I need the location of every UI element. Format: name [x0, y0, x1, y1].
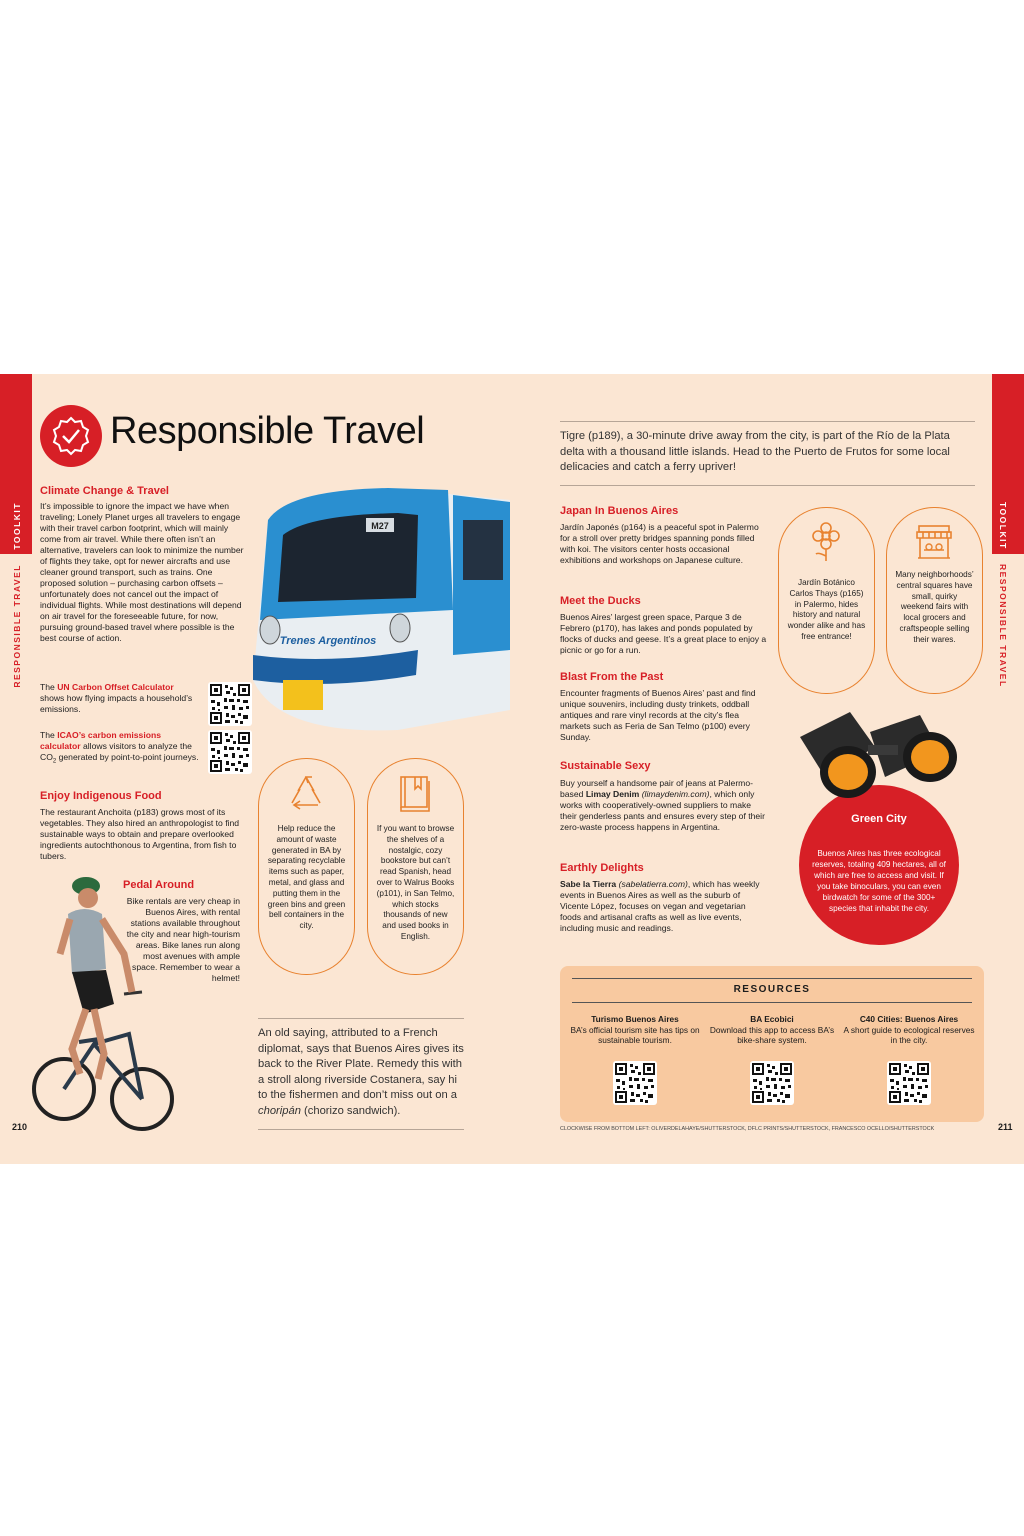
- sexy-heading: Sustainable Sexy: [560, 760, 651, 772]
- recycle-pill-text: Help reduce the amount of waste generated in BA by separating recyclable items such as paper, metal, and glass and putting them in the green bins and green bell containers in the city.: [267, 824, 346, 931]
- resource-c40: [843, 1014, 975, 1046]
- resource-c40-desc: A short guide to ecological reserves in the city.: [843, 1024, 975, 1045]
- past-body: Encounter fragments of Buenos Aires’ past and find unique souvenirs, including dusty trinkets, oddball antiques and rare vinyl records at the city’s flea markets such as Feria de San Telmo (p100) every Sunday.: [560, 688, 756, 742]
- flower-pill: [778, 507, 875, 694]
- left-tab-toolkit-label: TOOLKIT: [12, 502, 22, 550]
- right-tab-toolkit: [992, 374, 1024, 554]
- flower-pill-text: Jardín Botánico Carlos Thays (p165) in Palermo, hides history and natural wonder alike and has free entrance!: [787, 578, 866, 641]
- limay-denim-link[interactable]: (limaydenim.com): [639, 789, 710, 799]
- resource-turismo: [570, 1014, 700, 1046]
- train-livery: Trenes Argentinos: [279, 635, 377, 647]
- saying-top-rule: [258, 1018, 464, 1019]
- sexy-body: Buy yourself a handsome pair of jeans at Palermo-based Limay Denim (limaydenim.com), which only works with cooperatively-owned suppliers to make their genderless pants and ensures every step of their zero-waste process happens in Argentina.: [560, 778, 765, 832]
- indigenous-heading: Enjoy Indigenous Food: [40, 790, 162, 802]
- market-pill: [886, 507, 983, 694]
- left-tab-section-label: RESPONSIBLE TRAVEL: [12, 564, 22, 688]
- title-badge-icon: [39, 404, 103, 468]
- earthly-heading: Earthly Delights: [560, 862, 644, 874]
- resources-top-rule: [572, 978, 972, 979]
- climate-body: It’s impossible to ignore the impact we have when traveling; Lonely Planet urges all travelers to engage with their travel carbon footprint, which will mainly come from air travel. While there often isn’t an alternative, travelers can look to minimize the number of flights they take, opt for newer aircrafts and use cleaner ground transport, such as trains. One proposed solution – purchasing carbon offsets – unfortunately does not cancel out the impact of individual flights. While most destinations will depend on air travel for the foreseeable future, for now, pursuing ground-based travel where possible is the best course of action.: [40, 501, 244, 643]
- japan-body: Jardín Japonés (p164) is a peaceful spot in Palermo for a stroll over pretty bridges spanning ponds filled with koi. The visitors center hosts occasional exhibitions and workshops on Japanese culture.: [560, 522, 759, 565]
- market-stall-icon: [914, 522, 954, 562]
- tigre-bottom-rule: [560, 485, 975, 486]
- un-calculator-text: The UN Carbon Offset Calculator shows how flying impacts a household’s emissions.: [40, 682, 193, 714]
- resource-ecobici: [707, 1014, 837, 1046]
- icao-calculator-text: The ICAO’s carbon emissions calculator allows visitors to analyze the $CO_2$ generated by point-to-point journeys.: [40, 730, 199, 765]
- ducks-heading: Meet the Ducks: [560, 595, 641, 607]
- train-car-number: M27: [371, 521, 389, 531]
- resource-turismo-desc: BA’s official tourism site has tips on sustainable tourism.: [570, 1024, 700, 1045]
- ducks-body: Buenos Aires’ largest green space, Parque 3 de Febrero (p170), has lakes and ponds populated by flocks of ducks and geese. It’s a great place to enjoy a picnic or go for a run.: [560, 612, 767, 655]
- icao-calculator-qr[interactable]: [208, 730, 252, 774]
- binoculars-photo: [790, 707, 965, 802]
- books-pill: [367, 758, 464, 975]
- pedal-body: Bike rentals are very cheap in Buenos Aires, with rental stations available throughout the city and near high-tourism areas. Bike lanes run along most avenues with ample space. Remember to wear a helmet!: [126, 896, 240, 983]
- resource-ecobici-desc: Download this app to access BA’s bike-share system.: [709, 1024, 835, 1045]
- books-pill-text: If you want to browse the shelves of a nostalgic, cozy bookstore but can’t read Spanish, head over to Walrus Books (p101), in San Telmo, which stocks thousands of new and used books in English.: [376, 824, 455, 941]
- earthly-body: Sabe la Tierra (sabelatierra.com), which has weekly events in Buenos Aires as well as the suburb of Vicente López, focuses on vegan and vegetarian foods and artisanal crafts as well as live events, including music and readings.: [560, 879, 760, 933]
- resource-turismo-qr[interactable]: [613, 1061, 657, 1105]
- recycle-pill: [258, 758, 355, 975]
- pedal-heading: Pedal Around: [123, 879, 195, 891]
- resource-ecobici-title: BA Ecobici: [750, 1014, 794, 1024]
- magazine-spread: [0, 374, 1024, 1164]
- un-calculator-qr[interactable]: [208, 682, 252, 726]
- right-page-number: 211: [998, 1122, 1013, 1132]
- resource-c40-qr[interactable]: [887, 1061, 931, 1105]
- green-city-heading: Green City: [851, 813, 907, 825]
- climate-heading: Climate Change & Travel: [40, 485, 169, 497]
- resources-bottom-rule: [572, 1002, 972, 1003]
- tigre-intro: Tigre (p189), a 30-minute drive away from the city, is part of the Río de la Plata delta with a thousand little islands. Head to the Puerto de Frutos for some local delicacies and catch a ferry upriver!: [560, 430, 950, 473]
- right-tab-section-label: RESPONSIBLE TRAVEL: [998, 564, 1008, 688]
- un-calculator-link[interactable]: UN Carbon Offset Calculator: [57, 682, 174, 692]
- train-photo: [248, 480, 510, 740]
- sabe-la-tierra-link[interactable]: (sabelatierra.com): [616, 879, 688, 889]
- japan-heading: Japan In Buenos Aires: [560, 505, 679, 517]
- past-heading: Blast From the Past: [560, 671, 664, 683]
- market-pill-text: Many neighborhoods’ central squares have small, quirky weekend fairs with local grocers and craftspeople selling their wares.: [895, 570, 974, 644]
- indigenous-body: The restaurant Anchoita (p183) grows most of its vegetables. They also hired an anthropologist to find sustainable ways to obtain and prepare overlooked ingredients autochthonous to Argentina, from fish to tubers.: [40, 807, 240, 861]
- flower-icon: [808, 522, 844, 562]
- recycle-icon: [286, 773, 326, 813]
- book-icon: [395, 773, 435, 813]
- saying-text: An old saying, attributed to a French diplomat, says that Buenos Aires gives its back to the River Plate. Remedy this with a stroll along riverside Costanera, say hi to the fishermen and don’t miss out on a choripán (chorizo sandwich).: [258, 1027, 464, 1117]
- resources-heading: RESOURCES: [733, 984, 811, 995]
- resource-ecobici-qr[interactable]: [750, 1061, 794, 1105]
- resource-c40-title: C40 Cities: Buenos Aires: [859, 1014, 959, 1024]
- right-tab-toolkit-label: TOOLKIT: [998, 502, 1008, 550]
- page-title: Responsible Travel: [110, 410, 425, 452]
- resource-turismo-title: Turismo Buenos Aires: [591, 1014, 679, 1024]
- green-city-body: Buenos Aires has three ecological reserves, totaling 409 hectares, all of which are free to access and visit. If you take binoculars, you can even birdwatch for some of the 300+ species that inhabit the city.: [812, 849, 946, 913]
- tigre-top-rule: [560, 421, 975, 422]
- icao-calculator-link[interactable]: ICAO’s carbon emissions calculator: [40, 730, 161, 751]
- saying-bottom-rule: [258, 1129, 464, 1130]
- photo-credits: CLOCKWISE FROM BOTTOM LEFT: OLIVERDELAHAYE/SHUTTERSTOCK, DFLC PRINTS/SHUTTERSTOCK, FRANCESCO OCELLO/SHUTTERSTOCK: [560, 1126, 935, 1132]
- left-page-number: 210: [12, 1122, 28, 1132]
